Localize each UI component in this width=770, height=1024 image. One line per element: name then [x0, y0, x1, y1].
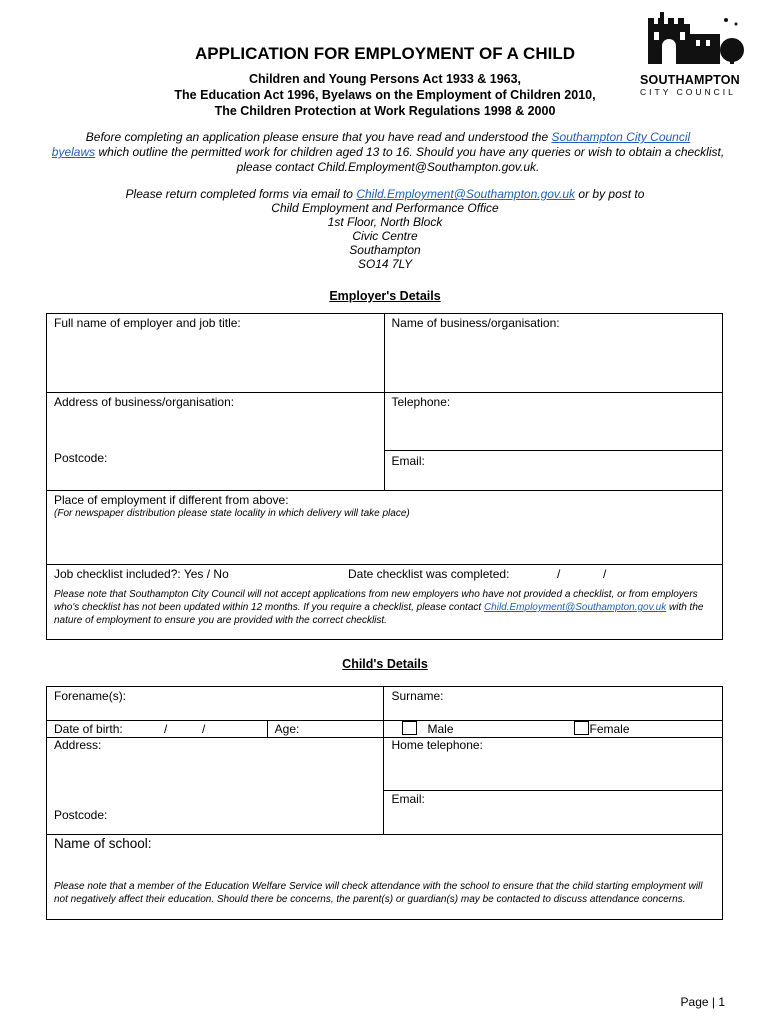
business-address-field[interactable] [47, 393, 385, 491]
intro-text: which outline the permitted work for children aged 13 to 16. Should you have any queries or wish to obtain a checklist, please contact Child.Employment@Southampton.gov.uk. [95, 145, 725, 174]
dob-slash: / [202, 722, 206, 736]
employer-section-heading: Employer's Details [329, 289, 441, 303]
place-of-employment-field[interactable] [47, 491, 723, 565]
home-telephone-label: Home telephone: [391, 738, 483, 752]
surname-label: Surname: [391, 689, 444, 703]
checklist-email-link[interactable]: Child.Employment@Southampton.gov.uk [483, 602, 667, 613]
date-slash: / [557, 567, 561, 581]
place-of-employment-label: Place of employment if different from above: [54, 493, 289, 507]
postal-address-line: Child Employment and Performance Office [271, 201, 499, 215]
legislation-list [0, 71, 770, 119]
logo-text-city-council: CITY COUNCIL [640, 87, 736, 97]
surname-field[interactable] [384, 687, 723, 721]
return-text: Please return completed forms via email to [125, 187, 357, 201]
postal-address-line: SO14 7LY [357, 257, 413, 271]
checklist-note-text: Please note that Southampton City Council will not accept applications from new employers who have not provided a checklist, or from employers who's checklist has not been updated within 12 months. If you require a checklist, please contact [54, 589, 698, 613]
school-field[interactable] [47, 835, 723, 920]
gender-field [384, 721, 723, 738]
postal-address-line: 1st Floor, North Block [327, 215, 443, 229]
female-checkbox[interactable] [574, 721, 589, 735]
age-field[interactable] [267, 721, 384, 738]
male-option[interactable] [402, 721, 453, 736]
intro-paragraph [48, 130, 728, 175]
dob-slash: / [164, 722, 168, 736]
child-details-table [46, 686, 723, 920]
place-of-employment-note: (For newspaper distribution please state locality in which delivery will take place) [54, 508, 410, 519]
legislation-line: The Children Protection at Work Regulations 1998 & 2000 [214, 104, 556, 118]
forename-label: Forename(s): [54, 689, 127, 703]
return-text: or by post to [575, 187, 645, 201]
age-label: Age: [274, 722, 300, 736]
child-address-field[interactable] [47, 738, 384, 835]
return-email-link[interactable]: Child.Employment@Southampton.gov.uk [356, 187, 576, 201]
employer-name-field[interactable] [47, 314, 385, 393]
child-address-label: Address: [54, 738, 102, 752]
date-of-birth-label: Date of birth: [54, 722, 123, 736]
date-slash: / [603, 567, 607, 581]
date-of-birth-field[interactable] [47, 721, 268, 738]
checklist-included-label[interactable]: Job checklist included?: Yes / No [54, 567, 229, 581]
child-postcode-label: Postcode: [54, 808, 108, 822]
business-name-field[interactable] [384, 314, 723, 393]
date-checklist-label: Date checklist was completed: [348, 567, 510, 581]
byelaws-link[interactable]: byelaws [51, 145, 96, 159]
return-instructions [0, 187, 770, 271]
business-address-label: Address of business/organisation: [54, 395, 235, 409]
logo-text-southampton: SOUTHAMPTON [640, 73, 740, 87]
employer-email-field[interactable] [384, 451, 723, 491]
postal-address-line: Civic Centre [352, 229, 418, 243]
male-label: Male [427, 722, 454, 736]
employer-details-table [46, 313, 723, 640]
checklist-note [54, 588, 716, 627]
forename-field[interactable] [47, 687, 384, 721]
home-telephone-field[interactable] [384, 738, 723, 791]
checklist-note-text: with the nature of employment to ensure you are provided with the correct checklist. [54, 602, 704, 626]
attendance-note: Please note that a member of the Education Welfare Service will check attendance with the school to ensure that the child starting employment will not negatively affect their education. Should there be concerns, the parent(s) or guardian(s) may be contacted to discuss attendance concerns. [54, 881, 703, 905]
child-section-heading: Child's Details [342, 657, 428, 671]
child-email-field[interactable] [384, 791, 723, 835]
school-label: Name of school: [54, 836, 152, 851]
page-title: APPLICATION FOR EMPLOYMENT OF A CHILD [195, 44, 575, 63]
postal-address-line: Southampton [349, 243, 421, 257]
council-link[interactable]: Southampton City Council [551, 130, 691, 144]
page-number: Page | 1 [680, 995, 725, 1009]
employer-telephone-label: Telephone: [391, 395, 451, 409]
female-option[interactable] [574, 721, 629, 736]
employer-postcode-label: Postcode: [54, 451, 108, 465]
male-checkbox[interactable] [402, 721, 417, 735]
employer-email-label: Email: [391, 454, 425, 468]
child-email-label: Email: [391, 792, 425, 806]
legislation-line: The Education Act 1996, Byelaws on the Employment of Children 2010, [174, 88, 596, 102]
employer-telephone-field[interactable] [384, 393, 723, 451]
legislation-line: Children and Young Persons Act 1933 & 1963, [248, 72, 522, 86]
checklist-section [47, 565, 723, 640]
employer-name-label: Full name of employer and job title: [54, 316, 241, 330]
intro-text: Before completing an application please ensure that you have read and understood the [85, 130, 552, 144]
business-name-label: Name of business/organisation: [391, 316, 560, 330]
female-label: Female [589, 722, 630, 736]
